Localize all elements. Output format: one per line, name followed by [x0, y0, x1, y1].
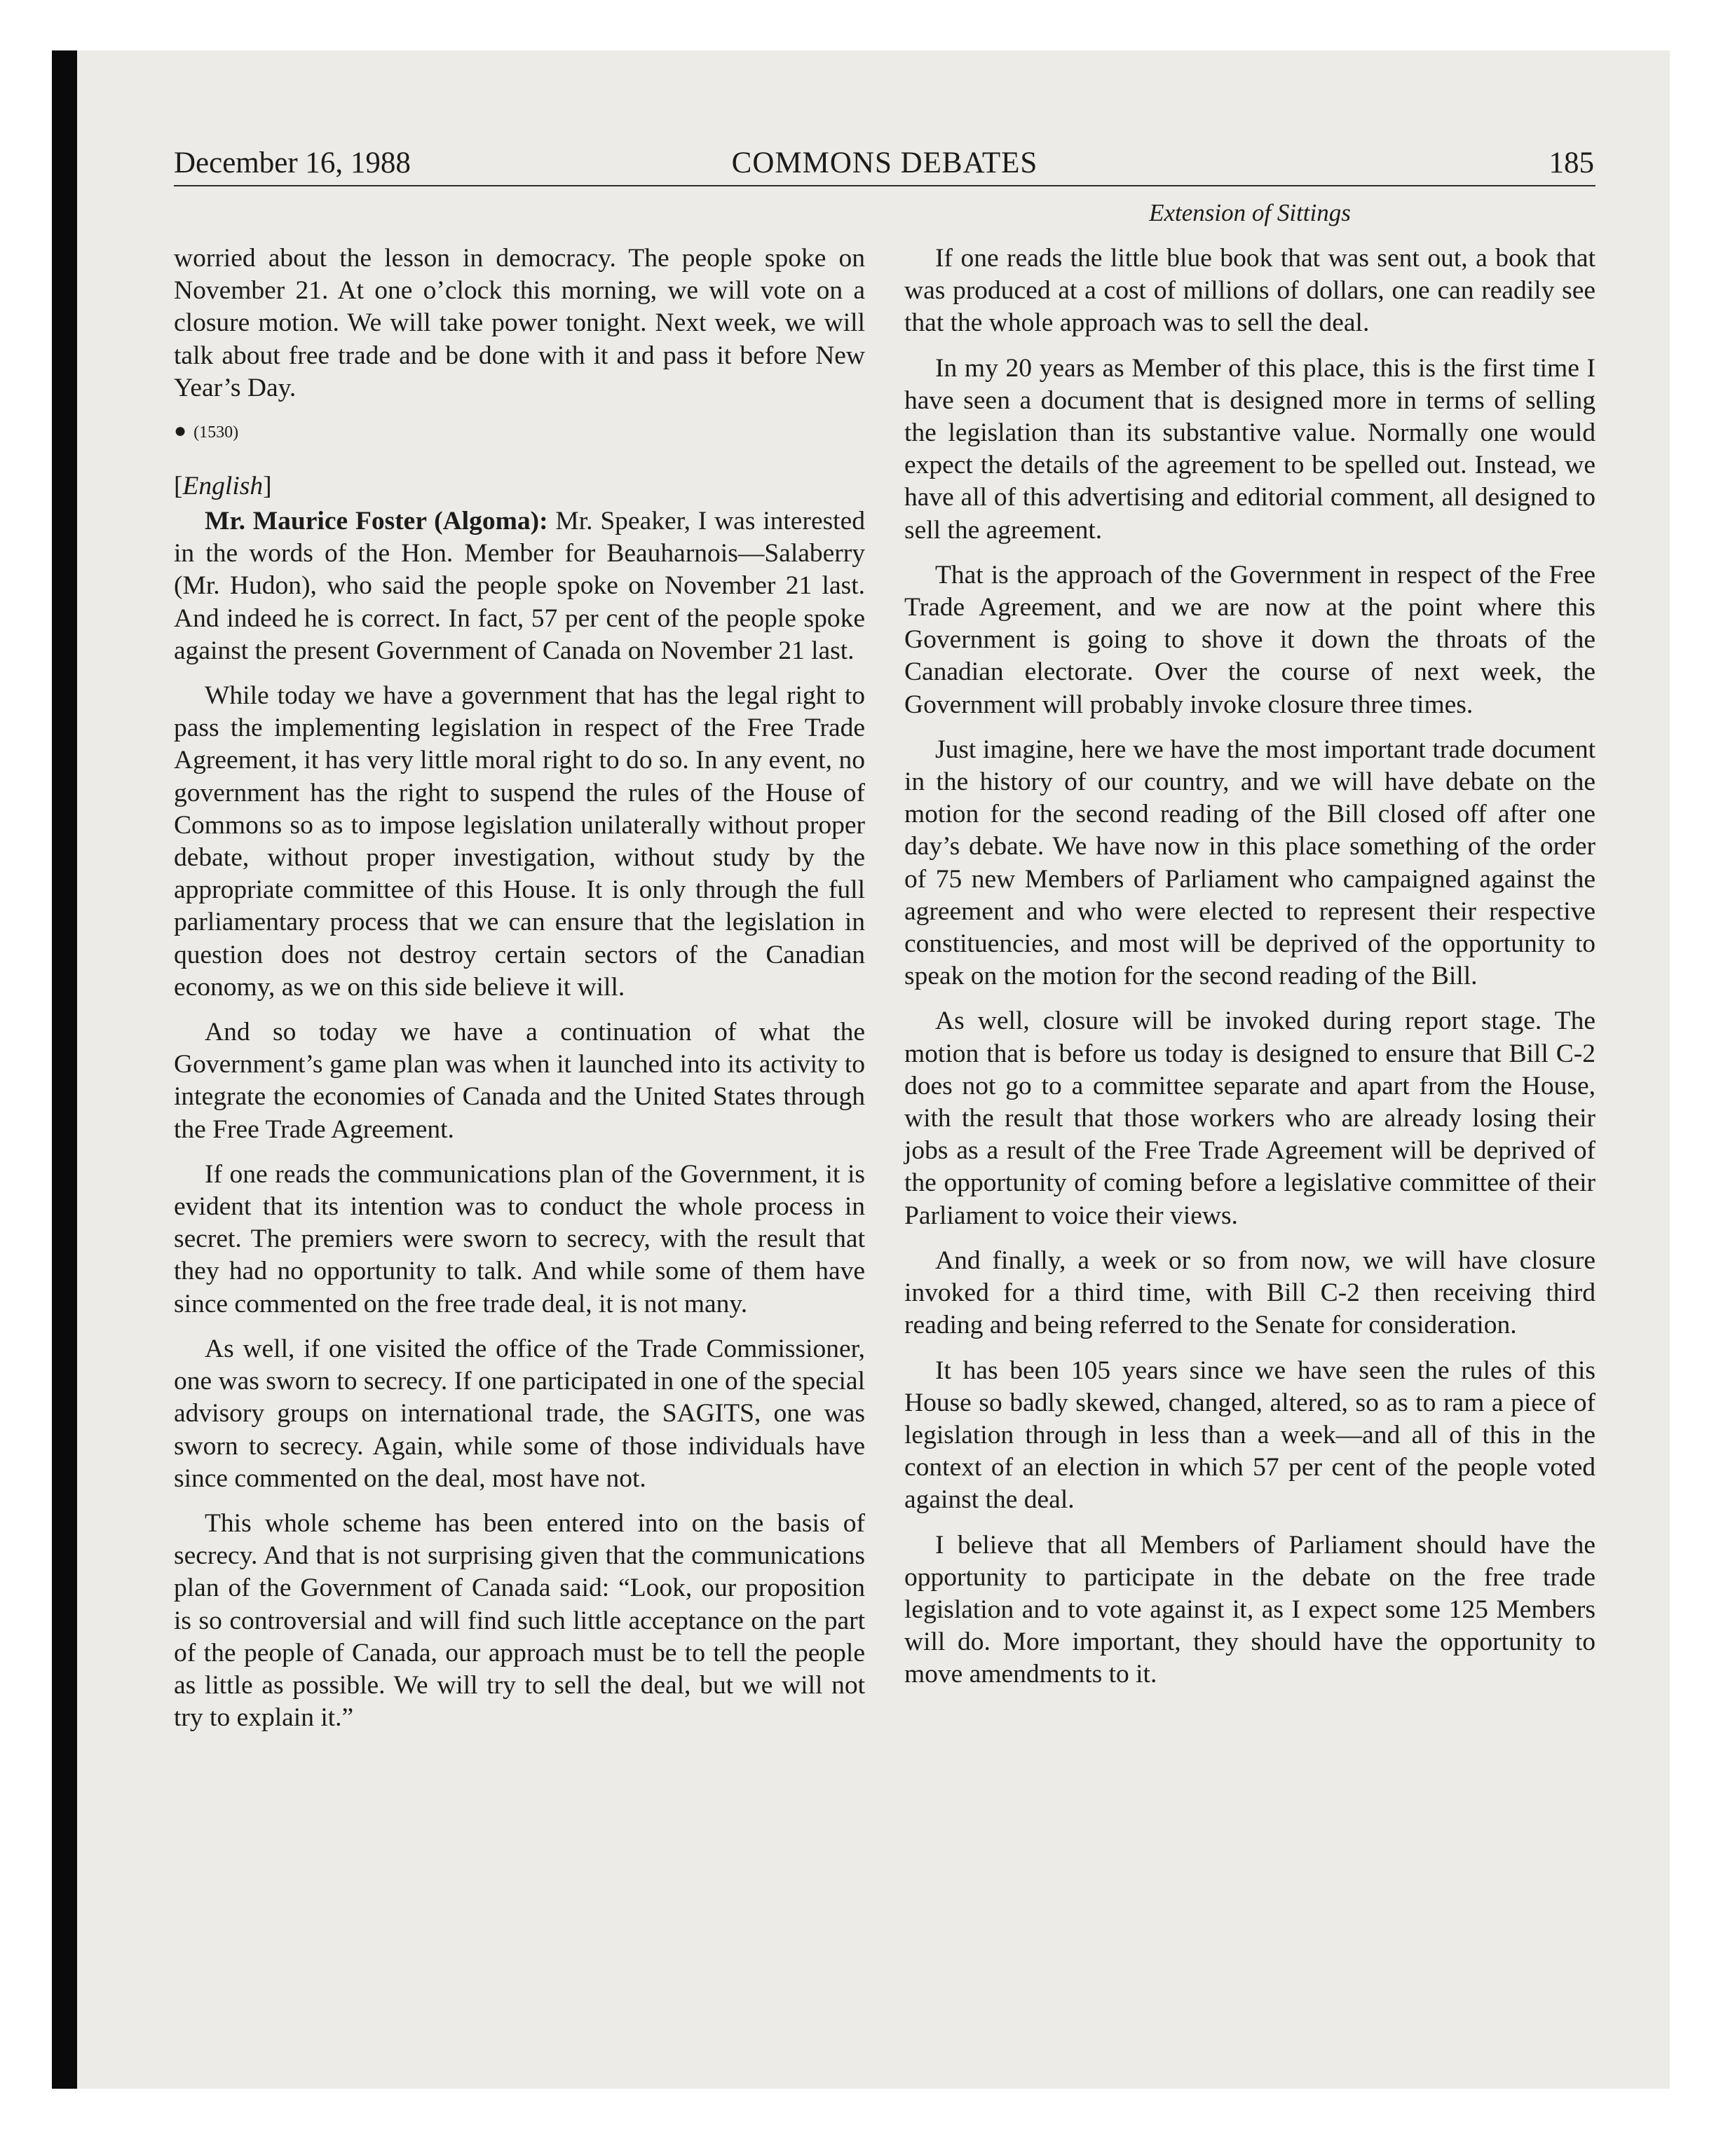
paragraph: That is the approach of the Government in respect of the Free Trade Agreement, and we are now at the point where this Government is going to shove it down the throats of the Canadian electorate. Over the course of next week, the Government will probably invoke closure three times. — [904, 560, 1595, 719]
section-title: Extension of Sittings — [1149, 199, 1351, 226]
language-bracket-open: [ — [174, 472, 183, 501]
left-column — [174, 243, 865, 1747]
paragraph: Just imagine, here we have the most important trade document in the history of our country, and we will have debate on the motion for the second reading of the Bill closed off after one day’s debate. We have now in this place something of the order of 75 new Members of Parliament who campaigned against the agreement and who were elected to represent their respective constituencies, and most will be deprived of the opportunity to speak on the motion for the second reading of the Bill. — [904, 735, 1595, 991]
language-bracket-close: ] — [263, 472, 272, 501]
publication-title: COMMONS DEBATES — [731, 146, 1038, 179]
paragraph: In my 20 years as Member of this place, this is the first time I have seen a document that is designed more in terms of selling the legislation than its substantive value. Normally one would expect the details of the agreement to be spelled out. Instead, we have all of this advertising and editorial comment, all designed to sell the agreement. — [904, 353, 1595, 545]
paragraph: worried about the lesson in democracy. The people spoke on November 21. At one o’clock this morning, we will vote on a closure motion. We will take power tonight. Next week, we will talk about free trade and be done with it and pass it before New Year’s Day. — [174, 244, 865, 402]
speech-text: Mr. Speaker, I was interested in the words of the Hon. Member for Beauharnois—Salaberry (Mr. Hudon), who said the people spoke on November 21 last. And indeed he is correct. In fact, 57 per cent of the people spoke against the present Government of Canada on November 21 last. — [174, 507, 865, 665]
paragraph: As well, if one visited the office of the Trade Commissioner, one was sworn to secrecy. If one participated in one of the special advisory groups on international trade, the SAGITS, one was sworn to secrecy. Again, while some of those individuals have since commented on the deal, most have not. — [174, 1334, 865, 1493]
language-marker — [174, 470, 865, 503]
paragraph: And so today we have a continuation of what the Government’s game plan was when it launched into its activity to integrate the economies of Canada and the United States through the Free Trade Agreement. — [174, 1018, 865, 1144]
page-number: 185 — [1549, 146, 1594, 179]
paragraph: While today we have a government that has the legal right to pass the implementing legislation in respect of the Free Trade Agreement, it has very little moral right to do so. In any event, no government has the right to suspend the rules of the House of Commons so as to impose legislation unilaterally without proper debate, without proper investigation, without study by the appropriate committee of this House. It is only through the full parliamentary process that we can ensure that the legislation in question does not destroy certain sectors of the Canadian economy, as we on this side believe it will. — [174, 681, 865, 1002]
paragraph: I believe that all Members of Parliament should have the opportunity to participate in the debate on the free trade legislation and to vote against it, as I expect some 125 Members will do. More important, they should have the opportunity to move amendments to it. — [904, 1530, 1595, 1689]
paragraph: It has been 105 years since we have seen the rules of this House so badly skewed, changed, altered, so as to ram a piece of legislation through in less than a week—and all of this in the context of an election in which 57 per cent of the people voted against the deal. — [904, 1356, 1595, 1515]
header-date: December 16, 1988 — [174, 146, 411, 179]
bullet-icon: ● — [174, 419, 187, 443]
speaker-name: Mr. Maurice Foster (Algoma): — [205, 507, 548, 536]
language-label: English — [182, 472, 264, 501]
right-column — [904, 243, 1595, 1704]
paragraph: If one reads the little blue book that was sent out, a book that was produced at a cost of millions of dollars, one can readily see that the whole approach was to sell the deal. — [904, 244, 1595, 338]
paragraph: As well, closure will be invoked during report stage. The motion that is before us today is designed to ensure that Bill C-2 does not go to a committee separate and apart from the House, with the result that those workers who are already losing their jobs as a result of the Free Trade Agreement will be deprived of the opportunity of coming before a legislative committee of their Parliament to voice their views. — [904, 1007, 1595, 1230]
speech-paragraph — [174, 505, 865, 667]
paragraph: If one reads the communications plan of the Government, it is evident that its intention was to conduct the whole process in secret. The premiers were sworn to secrecy, with the result that they had no opportunity to talk. And while some of them have since commented on the free trade deal, it is not many. — [174, 1159, 865, 1318]
paragraph: This whole scheme has been entered into on the basis of secrecy. And that is not surprising given that the communications plan of the Government of Canada said: “Look, our proposition is so controversial and will find such little acceptance on the part of the people of Canada, our approach must be to tell the people as little as possible. We will try to sell the deal, but we will not try to explain it.” — [174, 1508, 865, 1733]
time-marker-label: (1530) — [193, 423, 239, 442]
time-marker — [174, 417, 865, 446]
running-header — [174, 146, 1595, 186]
paragraph: And finally, a week or so from now, we will have closure invoked for a third time, with Bill C-2 then receiving third reading and being referred to the Senate for consideration. — [904, 1246, 1595, 1340]
scan-edge-bar — [52, 50, 77, 2089]
